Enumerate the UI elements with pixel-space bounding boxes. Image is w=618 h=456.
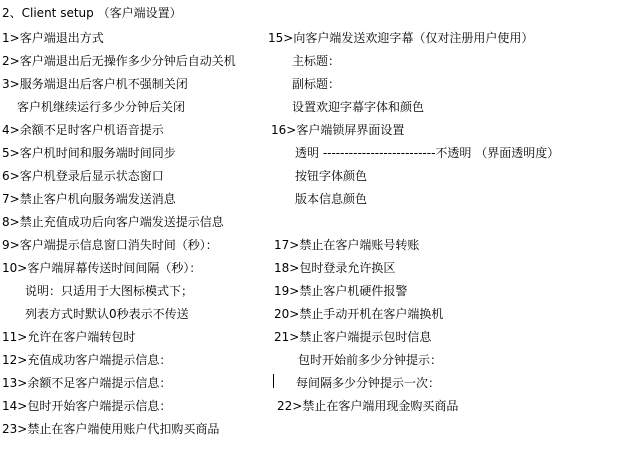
left-item-11: 11>允许在客户端转包时	[2, 330, 136, 344]
left-item-8: 8>禁止充值成功后向客户端发送提示信息	[2, 215, 224, 229]
left-item-7: 7>禁止客户机向服务端发送消息	[2, 192, 176, 206]
left-item-10-note-1: 说明：只适用于大图标模式下；	[25, 284, 194, 298]
left-item-5: 5>客户机时间和服务端时间同步	[2, 146, 176, 160]
right-item-21-interval: 每间隔多少分钟提示一次：	[296, 376, 441, 390]
left-item-10: 10>客户端屏幕传送时间间隔（秒）：	[2, 261, 202, 275]
right-item-22: 22>禁止在客户端用现金购买商品	[277, 399, 459, 413]
left-item-6: 6>客户机登录后显示状态窗口	[2, 169, 164, 183]
left-item-10-note-2: 列表方式时默认0秒表示不传送	[25, 307, 189, 321]
left-item-3-sub: 客户机继续运行多少分钟后关闭	[17, 100, 186, 114]
right-item-15-main-title: 主标题：	[292, 54, 341, 68]
left-item-23: 23>禁止在客户端使用账户代扣购买商品	[2, 422, 220, 436]
left-item-14: 14>包时开始客户端提示信息：	[2, 399, 172, 413]
right-item-21-before: 包时开始前多少分钟提示：	[298, 353, 443, 367]
left-item-3: 3>服务端退出后客户机不强制关闭	[2, 77, 188, 91]
right-item-18: 18>包时登录允许换区	[274, 261, 396, 275]
right-item-21: 21>禁止客户端提示包时信息	[274, 330, 432, 344]
right-item-15-subtitle: 副标题：	[292, 77, 341, 91]
left-item-9: 9>客户端提示信息窗口消失时间（秒）：	[2, 238, 218, 252]
right-item-16-transparency: 透明 --------------------------不透明 （界面透明度）	[295, 146, 560, 160]
right-item-16-version-color: 版本信息颜色	[295, 192, 368, 206]
section-title: 2、Client setup （客户端设置）	[2, 6, 182, 20]
left-item-2: 2>客户端退出后无操作多少分钟后自动关机	[2, 54, 236, 68]
right-item-15: 15>向客户端发送欢迎字幕（仅对注册用户使用）	[268, 31, 534, 45]
left-item-4: 4>余额不足时客户机语音提示	[2, 123, 164, 137]
right-item-16-button-color: 按钮字体颜色	[295, 169, 368, 183]
left-item-1: 1>客户端退出方式	[2, 31, 104, 45]
right-item-15-font-color: 设置欢迎字幕字体和颜色	[292, 100, 425, 114]
right-item-20: 20>禁止手动开机在客户端换机	[274, 307, 444, 321]
right-item-19: 19>禁止客户机硬件报警	[274, 284, 408, 298]
left-item-13: 13>余额不足客户端提示信息：	[2, 376, 172, 390]
left-item-12: 12>充值成功客户端提示信息：	[2, 353, 172, 367]
right-item-16: 16>客户端锁屏界面设置	[271, 123, 405, 137]
text-cursor	[273, 374, 274, 388]
right-item-17: 17>禁止在客户端账号转账	[274, 238, 420, 252]
